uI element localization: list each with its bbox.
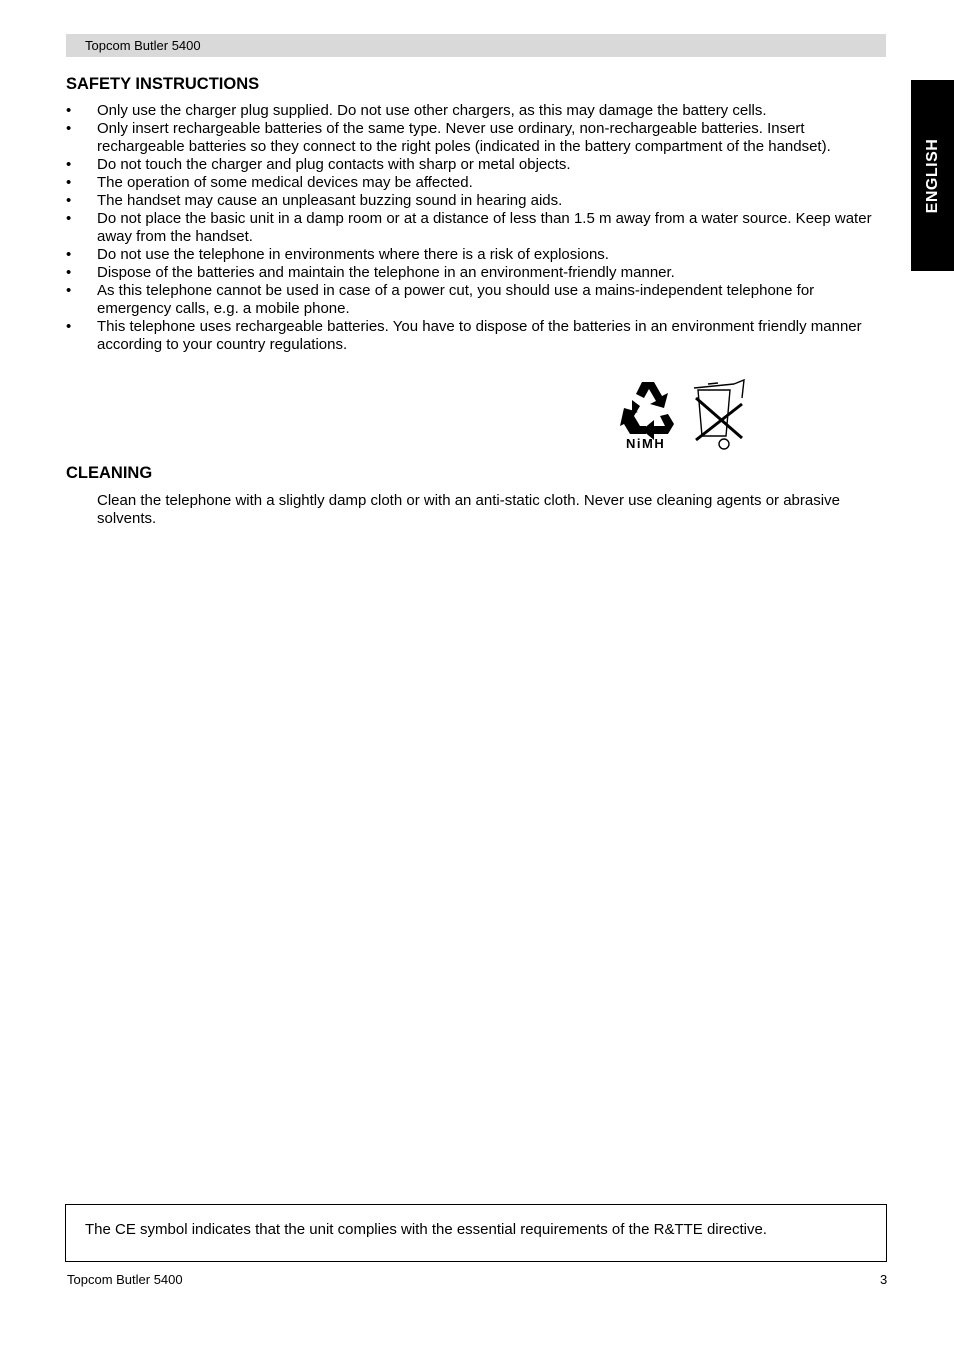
list-item: [66, 102, 876, 120]
list-item: [66, 318, 876, 354]
list-item-text: Only use the charger plug supplied. Do not use other chargers, as this may damage the battery cells.: [97, 102, 767, 119]
recycle-icon: [620, 382, 674, 451]
footer-title: Topcom Butler 5400: [67, 1272, 183, 1287]
list-item: [66, 156, 876, 174]
bullet: •: [66, 102, 72, 119]
list-item-text: The handset may cause an unpleasant buzzing sound in hearing aids.: [97, 192, 563, 209]
bullet: •: [66, 246, 72, 263]
list-item: [66, 264, 876, 282]
disposal-symbols: [618, 376, 758, 456]
ce-notice-box: [65, 1204, 887, 1262]
header-title: Topcom Butler 5400: [85, 38, 201, 53]
bullet: •: [66, 282, 72, 299]
list-item-text: Only insert rechargeable batteries of the same type. Never use ordinary, non-rechargeable batteries. Insert rechargeable batteries so they connect to the right poles (indicated in the battery compartment of the handset).: [97, 120, 831, 155]
crossed-out-bin-icon: [694, 380, 744, 449]
list-item-text: Do not touch the charger and plug contacts with sharp or metal objects.: [97, 156, 571, 173]
bullet: •: [66, 318, 72, 335]
list-item-text: Do not use the telephone in environments where there is a risk of explosions.: [97, 246, 609, 263]
page-number: 3: [880, 1272, 888, 1287]
list-item: [66, 120, 876, 156]
list-item: [66, 174, 876, 192]
cleaning-heading: CLEANING: [66, 464, 153, 482]
bullet: •: [66, 120, 72, 137]
list-item: [66, 210, 876, 246]
nimh-label: NiMH: [626, 436, 666, 451]
list-item-text: The operation of some medical devices may be affected.: [97, 174, 473, 191]
bullet: •: [66, 156, 72, 173]
bullet: •: [66, 264, 72, 281]
page-header: [66, 34, 886, 57]
list-item: [66, 282, 876, 318]
language-tab: [911, 80, 954, 271]
bullet: •: [66, 210, 72, 227]
ce-notice-text: The CE symbol indicates that the unit complies with the essential requirements of the R&TTE directive.: [85, 1221, 767, 1238]
safety-heading: SAFETY INSTRUCTIONS: [66, 75, 260, 93]
list-item-text: Do not place the basic unit in a damp room or at a distance of less than 1.5 m away from a water source. Keep water away from the handset.: [97, 210, 872, 245]
list-item-text: As this telephone cannot be used in case of a power cut, you should use a mains-independent telephone for emergency calls, e.g. a mobile phone.: [97, 282, 815, 317]
list-item-text: Dispose of the batteries and maintain the telephone in an environment-friendly manner.: [97, 264, 675, 281]
list-item: [66, 192, 876, 210]
bullet: •: [66, 174, 72, 191]
cleaning-text: Clean the telephone with a slightly damp cloth or with an anti-static cloth. Never use cleaning agents or abrasive solvents.: [97, 492, 840, 527]
safety-list: [66, 102, 876, 354]
bullet: •: [66, 192, 72, 209]
list-item-text: This telephone uses rechargeable batteries. You have to dispose of the batteries in an environment friendly manner according to your country regulations.: [97, 318, 862, 353]
language-tab-label: ENGLISH: [923, 138, 941, 213]
list-item: [66, 246, 876, 264]
